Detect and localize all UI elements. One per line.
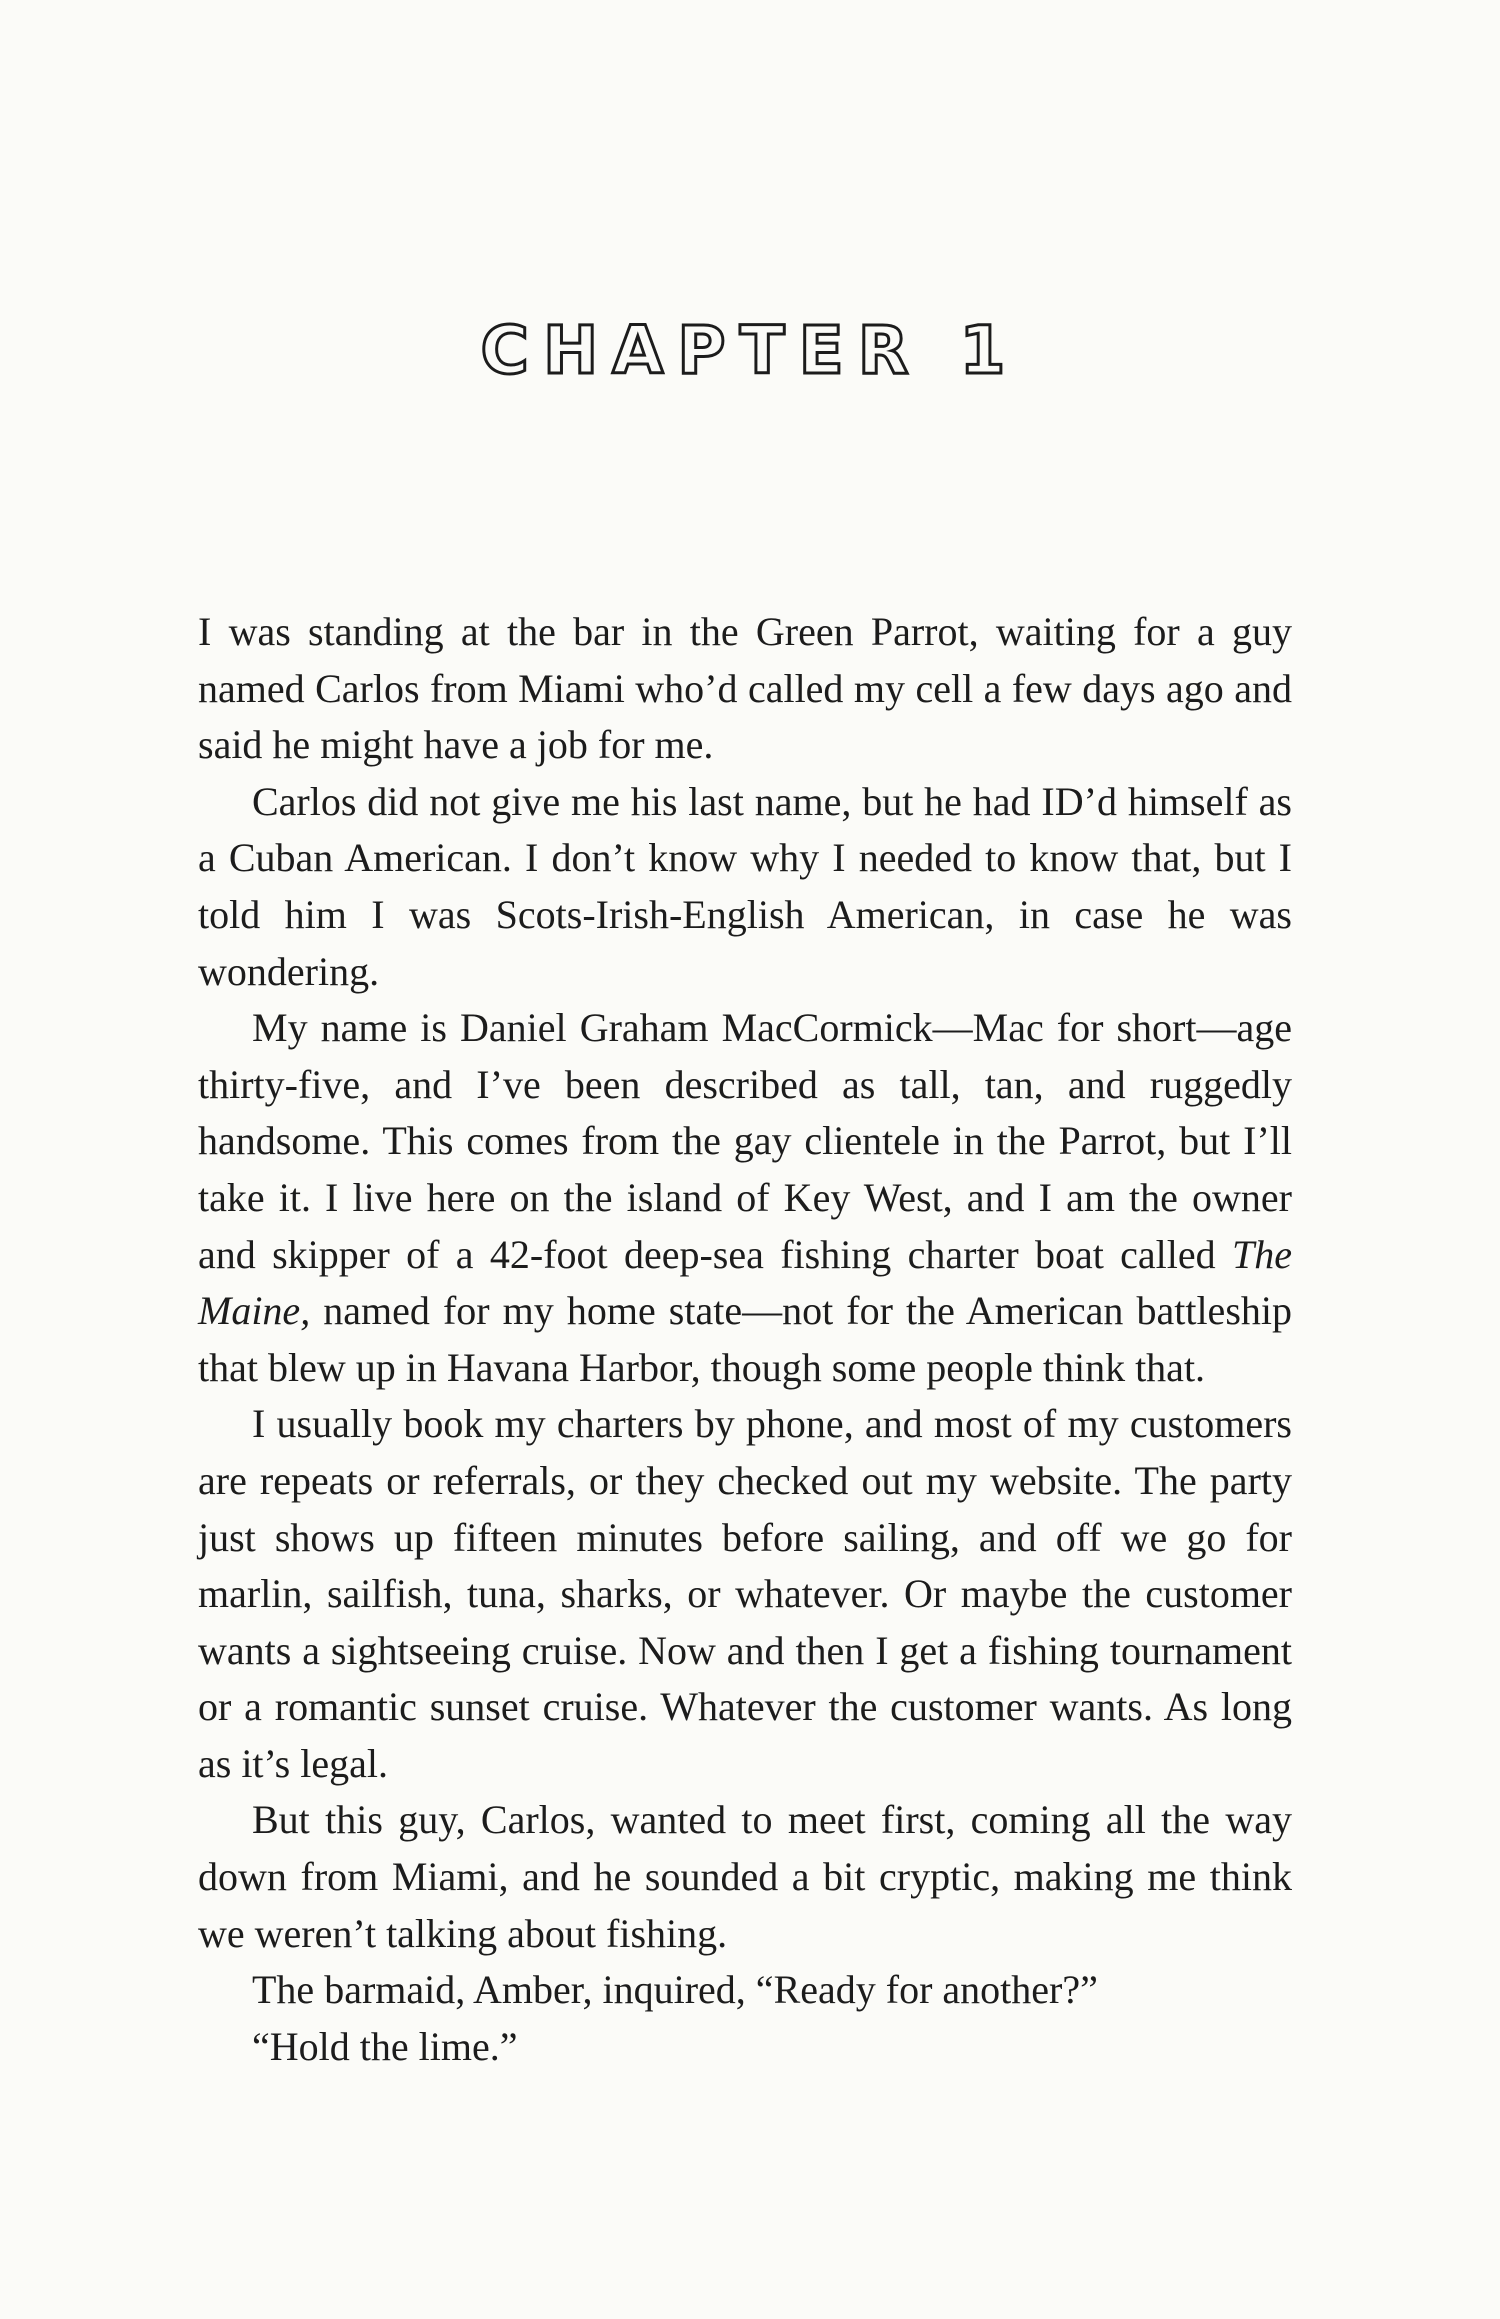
paragraph-1: I was standing at the bar in the Green Parrot, waiting for a guy named Carlos from Miami who’d called my cell a few days ago and said he might have a job for me. xyxy=(198,609,1292,768)
paragraph-2: Carlos did not give me his last name, but he had ID’d himself as a Cuban American. I don’t know why I needed to know that, but I told him I was Scots-Irish-English American, in case he was wondering. xyxy=(198,778,1292,994)
paragraph-3 xyxy=(198,1000,1292,1396)
paragraph-5: But this guy, Carlos, wanted to meet first, coming all the way down from Miami, and he sounded a bit cryptic, making me think we weren’t talking about fishing. xyxy=(198,1797,1292,1956)
paragraph-4: I usually book my charters by phone, and most of my customers are repeats or referrals, or they checked out my website. The party just shows up fifteen minutes before sailing, and off we go for marlin, sailfish, tuna, sharks, or whatever. Or maybe the customer wants a sightseeing cruise. Now and then I get a fishing tournament or a romantic sunset cruise. Whatever the customer wants. As long as it’s legal. xyxy=(198,1401,1292,1786)
boat-name: The Maine, xyxy=(198,1231,1292,1334)
chapter-title: CHAPTER 1 xyxy=(480,312,1020,389)
paragraph-3-text-after: named for my home state—not for the American battleship that blew up in Havana Harbor, though some people think that. xyxy=(198,1288,1292,1390)
paragraph-3-text-before: My name is Daniel Graham MacCormick—Mac for short—age thirty-five, and I’ve been described as tall, tan, and ruggedly handsome. This comes from the gay clientele in the Parrot, but I’ll take it. I live here on the island of Key West, and I am the owner and skipper of a 42-foot deep-sea fishing charter boat called xyxy=(198,1005,1292,1277)
paragraph-6: The barmaid, Amber, inquired, “Ready for another?” xyxy=(252,1967,1098,2013)
paragraph-7: “Hold the lime.” xyxy=(252,2023,518,2069)
chapter-body xyxy=(198,604,1292,2075)
